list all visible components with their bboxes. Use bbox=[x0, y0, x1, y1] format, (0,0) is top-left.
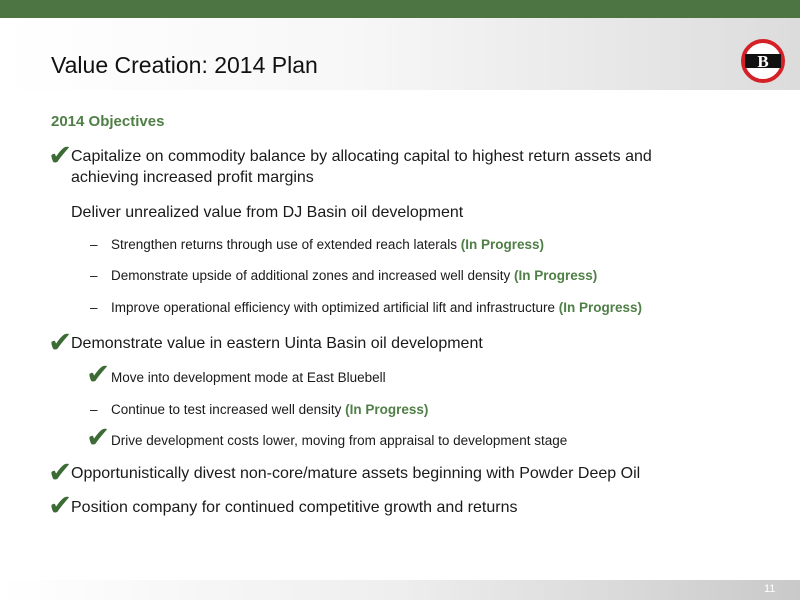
page-number: 11 bbox=[764, 583, 776, 595]
top-accent-bar bbox=[0, 0, 800, 18]
checkmark-icon: ✔ bbox=[48, 455, 73, 489]
sub-bullet-dash: – bbox=[90, 402, 98, 417]
status-in-progress: (In Progress) bbox=[514, 268, 598, 283]
page-title: Value Creation: 2014 Plan bbox=[51, 52, 318, 78]
objective-1-line-2: achieving increased profit margins bbox=[71, 169, 314, 186]
checkmark-icon: ✔ bbox=[48, 325, 73, 359]
sub-bullet-dash: – bbox=[90, 268, 98, 283]
objective-3-sub-3: Drive development costs lower, moving from appraisal to development stage bbox=[111, 433, 568, 448]
objective-2-sub-2: Demonstrate upside of additional zones and increased well density (In Progress) bbox=[111, 268, 598, 283]
objective-2-sub-3: Improve operational efficiency with optimized artificial lift and infrastructure (In Progress) bbox=[111, 300, 642, 315]
objective-1-line-1: Capitalize on commodity balance by allocating capital to highest return assets and bbox=[71, 148, 652, 165]
objective-3-sub-1: Move into development mode at East Bluebell bbox=[111, 370, 386, 385]
checkmark-icon: ✔ bbox=[48, 488, 73, 522]
objective-4: Opportunistically divest non-core/mature assets beginning with Powder Deep Oil bbox=[71, 465, 641, 482]
checkmark-icon: ✔ bbox=[86, 420, 111, 454]
objectives-heading: 2014 Objectives bbox=[51, 113, 165, 130]
objective-5: Position company for continued competitive growth and returns bbox=[71, 499, 518, 516]
footer-band bbox=[0, 580, 800, 600]
sub-bullet-dash: – bbox=[90, 300, 98, 315]
sub-bullet-dash: – bbox=[90, 237, 98, 252]
status-in-progress: (In Progress) bbox=[460, 237, 545, 252]
objective-3-sub-2: Continue to test increased well density (In Progress) bbox=[111, 402, 429, 417]
company-logo bbox=[741, 39, 785, 83]
objective-2-sub-1: Strengthen returns through use of extended reach laterals (In Progress) bbox=[111, 237, 545, 252]
checkmark-icon: ✔ bbox=[86, 357, 111, 391]
checkmark-icon: ✔ bbox=[48, 138, 73, 172]
logo-letter: B bbox=[757, 52, 769, 71]
objective-3: Demonstrate value in eastern Uinta Basin oil development bbox=[71, 335, 483, 352]
status-in-progress: (In Progress) bbox=[558, 300, 642, 315]
status-in-progress: (In Progress) bbox=[345, 402, 429, 417]
objective-2: Deliver unrealized value from DJ Basin oil development bbox=[71, 204, 464, 221]
